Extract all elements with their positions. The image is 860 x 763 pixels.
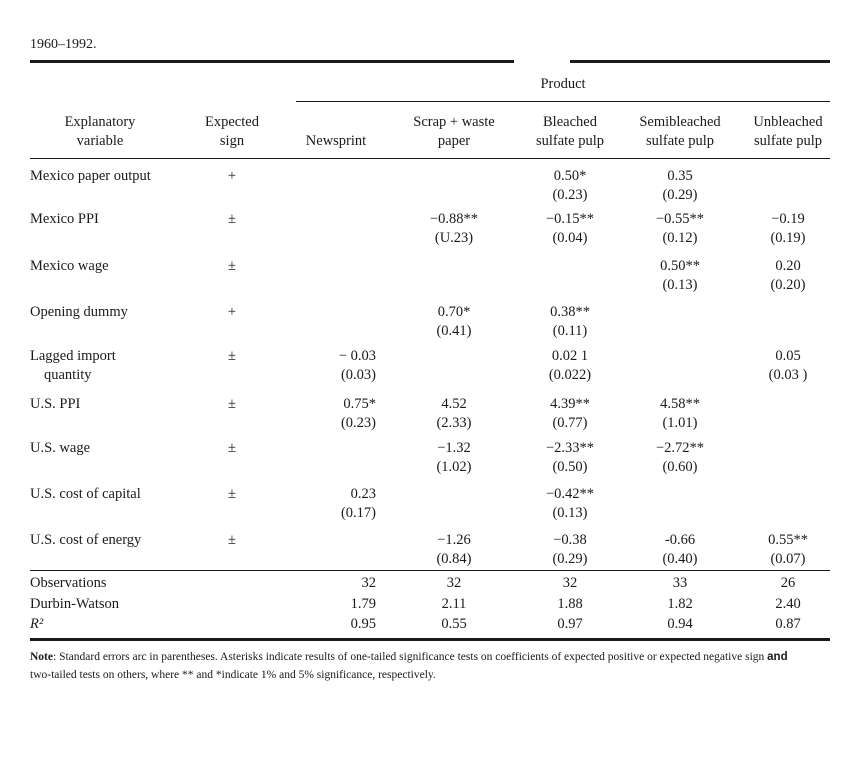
cell-bleached: −2.33** <box>545 440 595 456</box>
cell-bleached: −0.38 <box>553 532 587 548</box>
cell-scrap: 0.70* <box>437 304 471 320</box>
product-spanner-rule <box>296 101 830 102</box>
cell-bleached: (0.77) <box>552 415 588 431</box>
cell-bleached: −0.42** <box>545 486 595 502</box>
stats-cell-semi: 1.82 <box>667 596 693 612</box>
cell-scrap: (U.23) <box>434 230 474 246</box>
stats-cell-newsprint: 32 <box>361 575 376 591</box>
row-label: Mexico wage <box>30 258 109 274</box>
cell-bleached: 0.02 1 <box>551 348 589 364</box>
cell-unbl: 0.20 <box>775 258 801 274</box>
cell-semi: −2.72** <box>655 440 705 456</box>
cell-newsprint: 0.23 <box>350 486 376 502</box>
cell-unbl: (0.19) <box>770 230 806 246</box>
stats-cell-scrap: 32 <box>446 575 462 591</box>
cell-bleached: (0.13) <box>552 505 588 521</box>
cell-semi: −0.55** <box>655 211 705 227</box>
table-note <box>30 648 800 684</box>
cell-newsprint: (0.03) <box>340 367 376 383</box>
header-newsprint: Newsprint <box>305 133 367 149</box>
row-expected-sign: ± <box>228 211 236 227</box>
stats-cell-newsprint: 1.79 <box>350 596 376 612</box>
cell-semi: -0.66 <box>664 532 696 548</box>
row-expected-sign: ± <box>228 348 236 364</box>
note-and: and <box>767 651 788 663</box>
stats-cell-unbl: 2.40 <box>775 596 801 612</box>
cell-semi: 4.58** <box>660 396 700 412</box>
cell-scrap: 4.52 <box>441 396 467 412</box>
cell-bleached: (0.04) <box>552 230 588 246</box>
stats-cell-unbl: 26 <box>780 575 796 591</box>
cell-scrap: (0.41) <box>436 323 472 339</box>
cell-bleached: 0.50* <box>553 168 587 184</box>
stats-cell-unbl: 0.87 <box>775 616 801 632</box>
row-expected-sign: ± <box>228 396 236 412</box>
stats-label: R² <box>30 616 44 632</box>
stats-cell-newsprint: 0.95 <box>350 616 376 632</box>
stats-cell-bleached: 0.97 <box>557 616 583 632</box>
stats-label: Observations <box>30 575 107 591</box>
stats-cell-scrap: 2.11 <box>441 596 467 612</box>
note-text-2: two-tailed tests on others, where ** and *indicate 1% and 5% significance, respectively. <box>30 669 436 681</box>
cell-bleached: (0.11) <box>552 323 588 339</box>
top-rule-left <box>30 60 514 63</box>
row-label: Lagged import <box>30 348 116 364</box>
row-expected-sign: ± <box>228 532 236 548</box>
cell-scrap: −0.88** <box>429 211 479 227</box>
note-text-1: : Standard errors arc in parentheses. Asterisks indicate results of one-tailed significance tests on coefficients of expected positive or expected negative sign <box>53 651 768 663</box>
stats-cell-semi: 0.94 <box>667 616 693 632</box>
cell-bleached: (0.23) <box>552 187 588 203</box>
cell-semi: (0.13) <box>662 277 698 293</box>
cell-unbl: (0.07) <box>770 551 806 567</box>
cell-bleached: (0.50) <box>552 459 588 475</box>
cell-unbl: 0.55** <box>768 532 808 548</box>
cell-scrap: (1.02) <box>436 459 472 475</box>
row-expected-sign: ± <box>228 486 236 502</box>
row-expected-sign: ± <box>228 258 236 274</box>
cell-newsprint: (0.23) <box>340 415 376 431</box>
row-label: Opening dummy <box>30 304 128 320</box>
cell-scrap: −1.26 <box>437 532 471 548</box>
product-spanner-label: Product <box>540 76 586 92</box>
cell-unbl: −0.19 <box>771 211 805 227</box>
cell-bleached: (0.022) <box>548 367 592 383</box>
cell-bleached: (0.29) <box>552 551 588 567</box>
row-expected-sign: + <box>227 304 237 320</box>
stats-rule <box>30 570 830 571</box>
row-label: quantity <box>44 367 92 383</box>
cell-bleached: 0.38** <box>550 304 590 320</box>
cell-newsprint: 0.75* <box>343 396 376 412</box>
cell-semi: (1.01) <box>662 415 698 431</box>
stats-cell-bleached: 1.88 <box>557 596 583 612</box>
row-label: Mexico paper output <box>30 168 151 184</box>
stats-cell-semi: 33 <box>672 575 688 591</box>
cell-semi: 0.35 <box>667 168 693 184</box>
table-caption: 1960–1992. <box>30 37 97 52</box>
row-label: U.S. cost of capital <box>30 486 141 502</box>
stats-cell-scrap: 0.55 <box>441 616 467 632</box>
stats-cell-bleached: 32 <box>562 575 578 591</box>
cell-bleached: −0.15** <box>545 211 595 227</box>
cell-unbl: (0.03 ) <box>768 367 808 383</box>
header-rule <box>30 158 830 159</box>
row-expected-sign: ± <box>228 440 236 456</box>
cell-semi: (0.12) <box>662 230 698 246</box>
row-label: U.S. cost of energy <box>30 532 142 548</box>
stats-label: Durbin-Watson <box>30 596 120 612</box>
cell-semi: (0.40) <box>662 551 698 567</box>
cell-semi: (0.29) <box>662 187 698 203</box>
bottom-rule <box>30 638 830 641</box>
cell-unbl: 0.05 <box>775 348 801 364</box>
top-rule-right <box>570 60 830 63</box>
cell-semi: 0.50** <box>660 258 700 274</box>
cell-scrap: (0.84) <box>436 551 472 567</box>
cell-scrap: (2.33) <box>436 415 472 431</box>
cell-semi: (0.60) <box>662 459 698 475</box>
row-label: U.S. wage <box>30 440 91 456</box>
row-label: U.S. PPI <box>30 396 81 412</box>
row-expected-sign: + <box>227 168 237 184</box>
row-label: Mexico PPI <box>30 211 99 227</box>
note-label: Note <box>30 651 53 663</box>
cell-newsprint: (0.17) <box>340 505 376 521</box>
cell-unbl: (0.20) <box>770 277 806 293</box>
cell-bleached: 4.39** <box>550 396 590 412</box>
cell-scrap: −1.32 <box>437 440 471 456</box>
cell-newsprint: − 0.03 <box>338 348 376 364</box>
